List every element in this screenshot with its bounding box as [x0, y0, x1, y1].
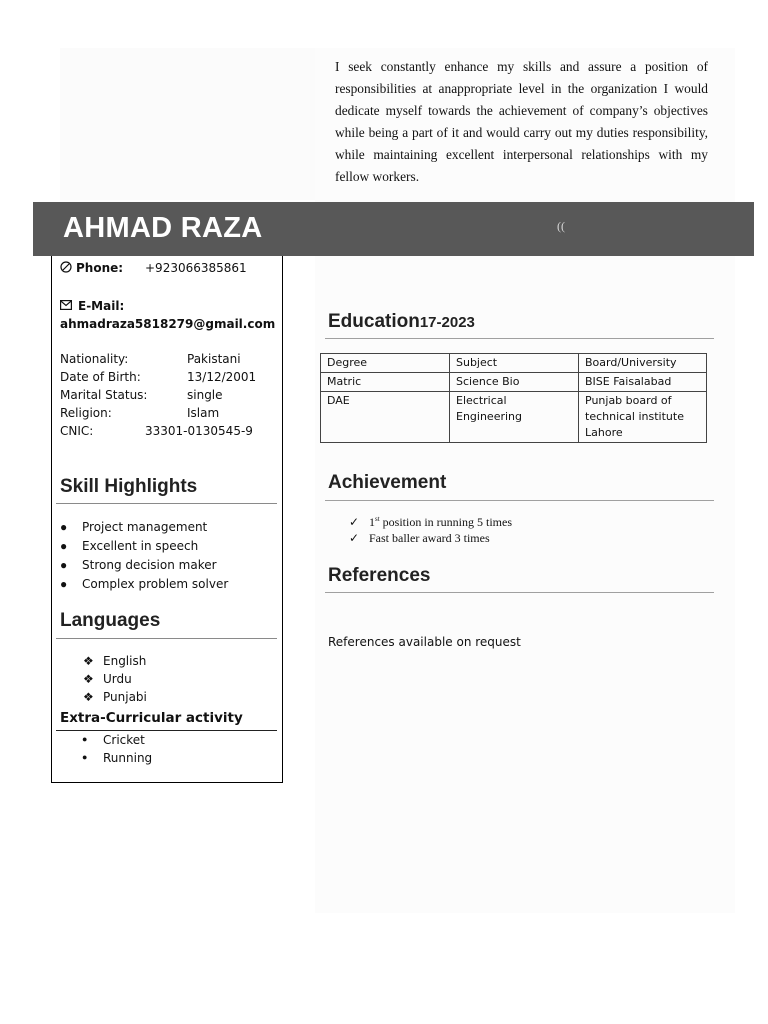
list-item: Punjabi: [103, 690, 147, 704]
banner-mark: ((: [557, 219, 565, 233]
references-divider: [325, 592, 714, 593]
references-heading: References: [328, 565, 431, 586]
table-cell: DAE: [321, 392, 450, 443]
check-icon: ✓: [349, 515, 360, 529]
table-row: [321, 373, 707, 392]
achievement-heading: Achievement: [328, 472, 447, 493]
achievement-item: 1st position in running 5 times: [369, 515, 513, 529]
table-cell: Punjab board of technical institute Lahore: [579, 392, 707, 443]
bullet-icon: ●: [60, 558, 68, 572]
marital-status-value: single: [187, 388, 223, 402]
list-item: Excellent in speech: [82, 539, 199, 553]
phone-value: +923066385861: [145, 261, 247, 275]
header-shade-left: [60, 48, 315, 200]
phone-icon: [60, 261, 72, 275]
table-header-cell: Subject: [450, 354, 579, 373]
languages-heading: Languages: [60, 610, 161, 631]
achievement-item: Fast baller award 3 times: [369, 531, 490, 545]
diamond-bullet-icon: ❖: [83, 690, 94, 704]
diamond-bullet-icon: ❖: [83, 654, 94, 668]
nationality-value: Pakistani: [187, 352, 241, 366]
table-header-cell: Board/University: [579, 354, 707, 373]
list-item: Urdu: [103, 672, 132, 686]
cnic-label: CNIC:: [60, 424, 94, 438]
list-item: Complex problem solver: [82, 577, 229, 591]
email-label: E-Mail:: [78, 299, 125, 313]
list-item: Cricket: [103, 733, 145, 747]
bullet-icon: ●: [82, 734, 88, 744]
bullet-icon: ●: [60, 577, 68, 591]
skills-divider: [56, 503, 277, 504]
table-cell: Electrical Engineering: [450, 392, 579, 443]
table-header-row: [321, 354, 707, 373]
religion-label: Religion:: [60, 406, 112, 420]
dob-label: Date of Birth:: [60, 370, 141, 384]
table-cell: Matric: [321, 373, 450, 392]
table-cell: BISE Faisalabad: [579, 373, 707, 392]
education-heading-text: Education: [328, 311, 420, 332]
career-objective: I seek constantly enhance my skills and assure a position of responsibilities at anappropriate level in the organization I would dedicate myself towards the achievement of company’s objectives while being a part of it and would carry out my duties responsibility, while maintaining excellent interpersonal relationships with my fellow workers.: [335, 59, 708, 184]
languages-divider: [56, 638, 277, 639]
phone-label: Phone:: [76, 261, 124, 275]
list-item: Project management: [82, 520, 208, 534]
bullet-icon: ●: [82, 752, 88, 762]
references-text: References available on request: [328, 635, 521, 649]
candidate-name: AHMAD RAZA: [63, 212, 263, 244]
list-item: English: [103, 654, 147, 668]
marital-status-label: Marital Status:: [60, 388, 148, 402]
achievement-divider: [325, 500, 714, 501]
education-divider: [325, 338, 714, 339]
education-heading-years: 17-2023: [419, 314, 475, 331]
education-heading: [328, 311, 475, 333]
email-value: ahmadraza5818279@gmail.com: [60, 317, 276, 331]
skills-heading: Skill Highlights: [60, 476, 198, 497]
list-item: Strong decision maker: [82, 558, 217, 572]
extra-curricular-divider: [56, 730, 277, 731]
check-icon: ✓: [349, 531, 360, 545]
diamond-bullet-icon: ❖: [83, 672, 94, 686]
religion-value: Islam: [187, 406, 220, 420]
education-table: [320, 353, 707, 443]
envelope-icon: [60, 299, 72, 313]
table-row: [321, 392, 707, 443]
list-item: Running: [103, 751, 153, 765]
table-cell: Science Bio: [450, 373, 579, 392]
dob-value: 13/12/2001: [187, 370, 257, 384]
extra-curricular-heading: Extra-Curricular activity: [60, 710, 243, 726]
nationality-label: Nationality:: [60, 352, 129, 366]
table-header-cell: Degree: [321, 354, 450, 373]
bullet-icon: ●: [60, 520, 68, 534]
cnic-value: 33301-0130545-9: [145, 424, 253, 438]
bullet-icon: ●: [60, 539, 68, 553]
